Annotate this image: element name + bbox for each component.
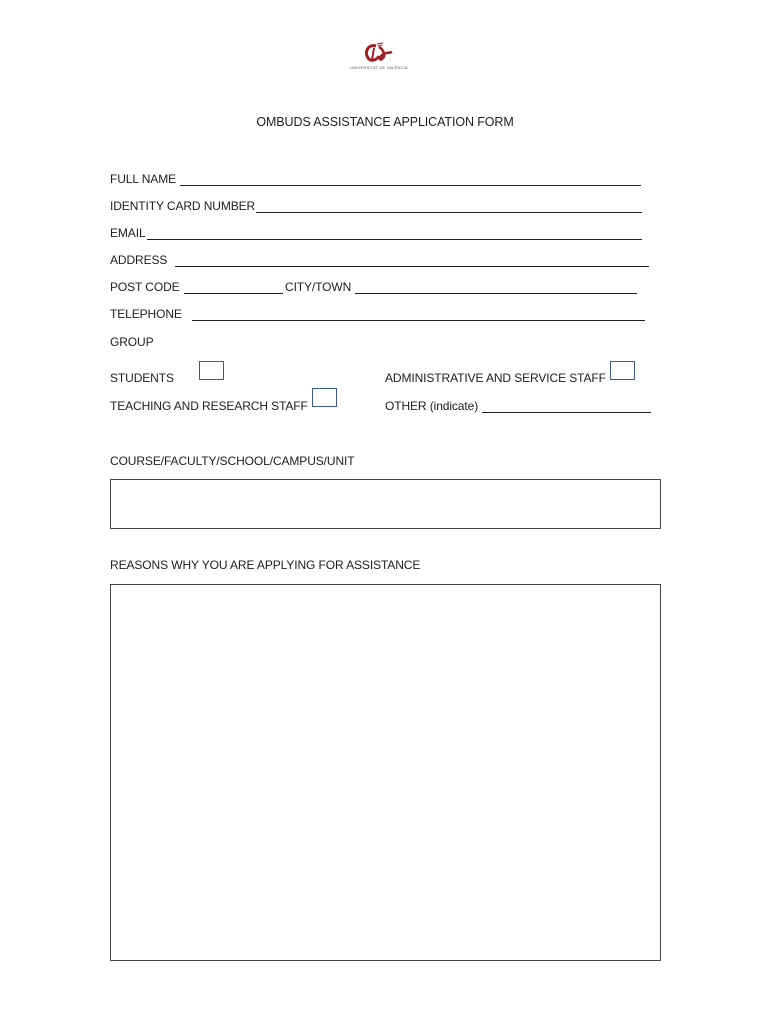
telephone-label: TELEPHONE: [110, 307, 182, 321]
identity-card-field[interactable]: [110, 197, 642, 213]
address-label: ADDRESS: [110, 253, 168, 267]
course-label: COURSE/FACULTY/SCHOOL/CAMPUS/UNIT: [110, 454, 355, 468]
course-input-box[interactable]: [110, 479, 661, 529]
telephone-line[interactable]: [192, 309, 645, 321]
city-town-field[interactable]: [285, 278, 637, 294]
identity-card-label: IDENTITY CARD NUMBER: [110, 199, 256, 213]
teaching-staff-label: TEACHING AND RESEARCH STAFF: [110, 399, 308, 413]
address-line[interactable]: [175, 255, 649, 267]
post-code-label: POST CODE: [110, 280, 180, 294]
telephone-field[interactable]: [110, 305, 645, 321]
full-name-line[interactable]: [180, 174, 641, 186]
identity-card-line[interactable]: [256, 201, 642, 213]
email-line[interactable]: [147, 228, 642, 240]
full-name-label: FULL NAME: [110, 172, 177, 186]
students-label: STUDENTS: [110, 371, 174, 385]
address-field[interactable]: [110, 251, 649, 267]
city-town-label: CITY/TOWN: [285, 280, 352, 294]
reasons-input-box[interactable]: [110, 584, 661, 961]
form-title: OMBUDS ASSISTANCE APPLICATION FORM: [256, 115, 514, 129]
other-field[interactable]: [385, 397, 651, 413]
city-town-line[interactable]: [355, 282, 637, 294]
post-code-line[interactable]: [184, 282, 283, 294]
admin-staff-label: ADMINISTRATIVE AND SERVICE STAFF: [385, 371, 606, 385]
post-code-field[interactable]: [110, 278, 283, 294]
email-label: EMAIL: [110, 226, 146, 240]
email-field[interactable]: [110, 224, 642, 240]
other-label: OTHER (indicate): [385, 399, 479, 413]
group-label: GROUP: [110, 335, 154, 349]
university-logo: [346, 40, 412, 74]
reasons-label: REASONS WHY YOU ARE APPLYING FOR ASSISTANCE: [110, 558, 421, 572]
logo-caption: UNIVERSITAT DE VALÈNCIA: [350, 65, 408, 70]
teaching-staff-checkbox[interactable]: [312, 388, 337, 407]
full-name-field[interactable]: [110, 170, 641, 186]
admin-staff-checkbox[interactable]: [610, 361, 635, 380]
students-checkbox[interactable]: [199, 361, 224, 380]
other-line[interactable]: [482, 401, 651, 413]
